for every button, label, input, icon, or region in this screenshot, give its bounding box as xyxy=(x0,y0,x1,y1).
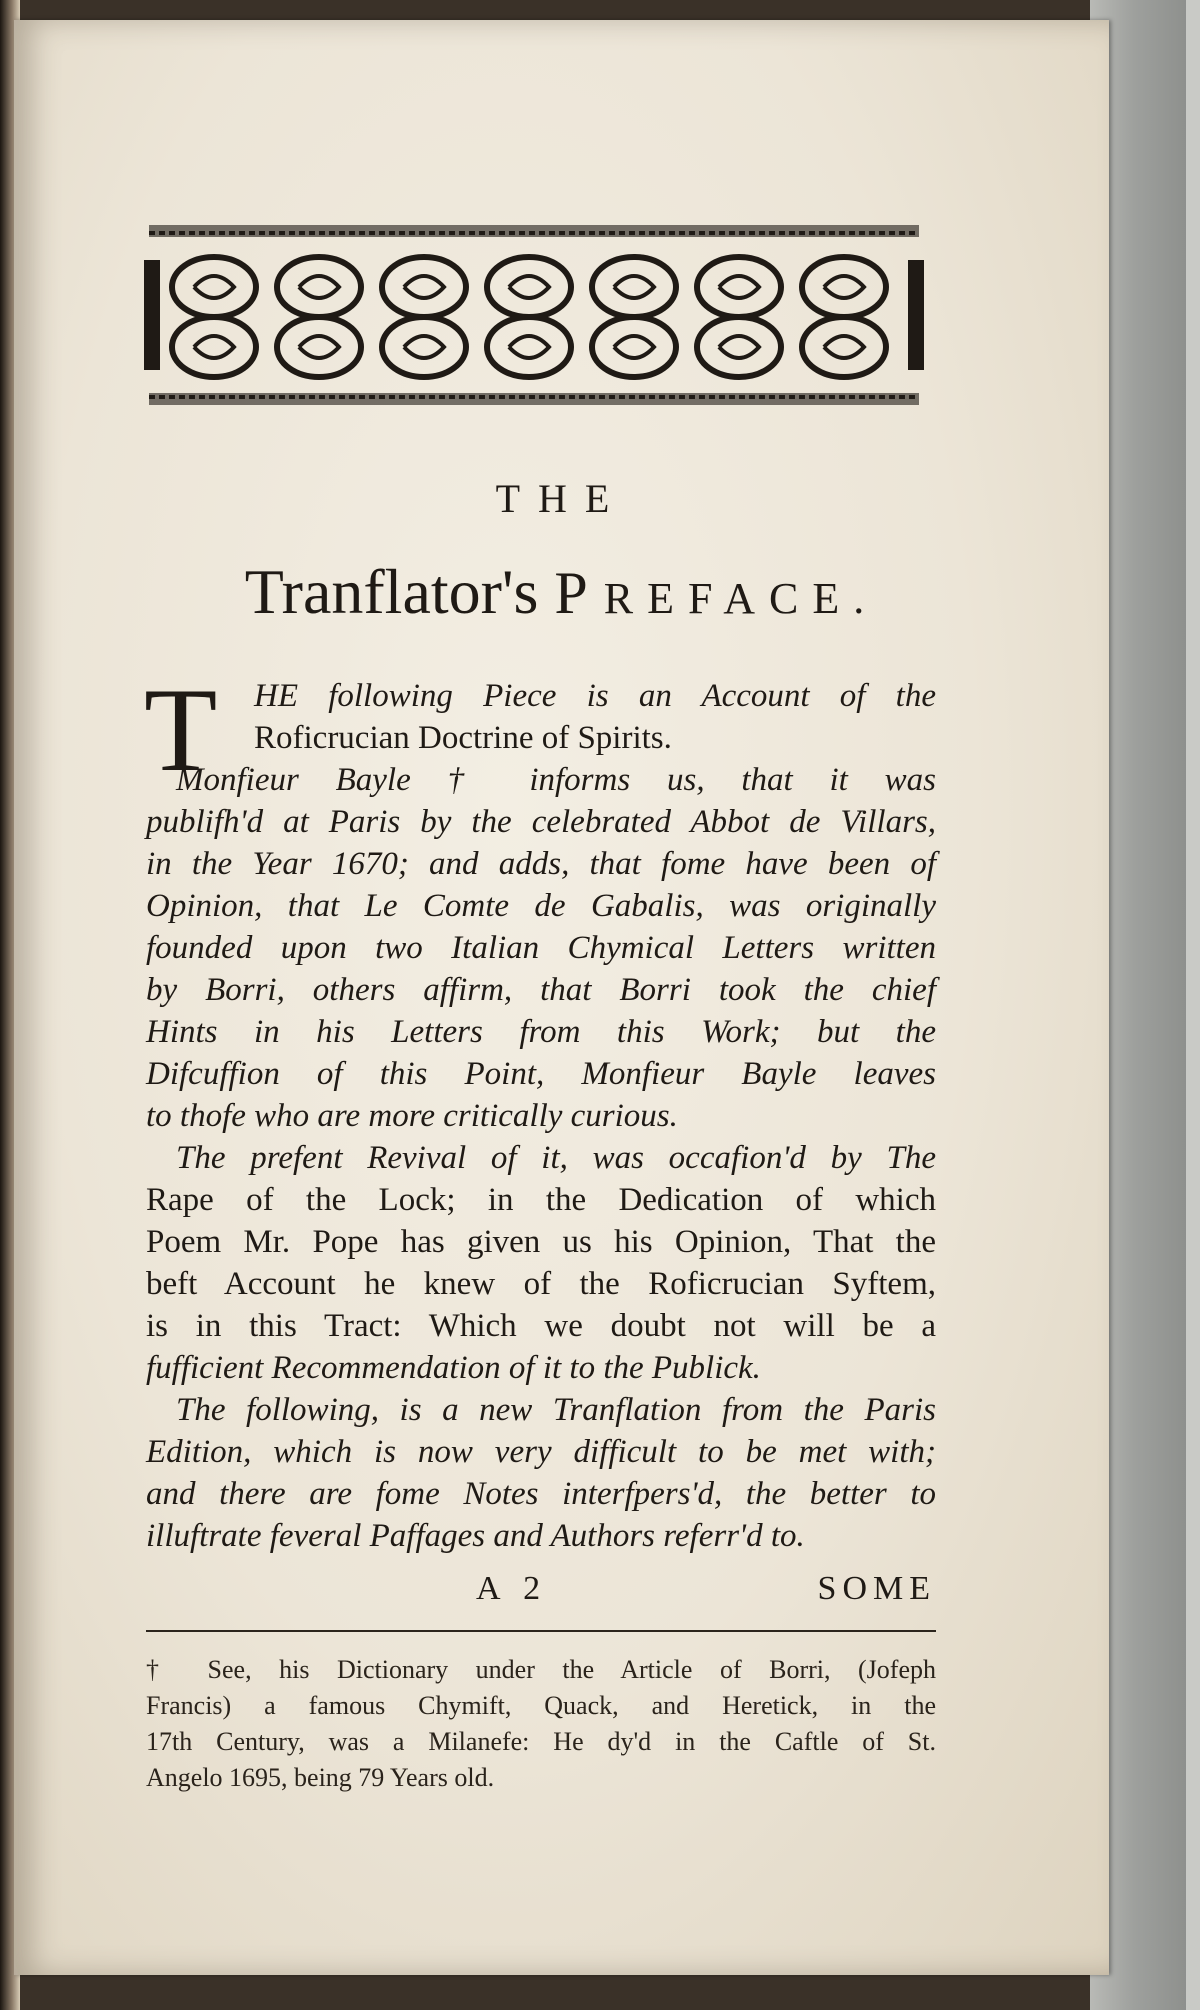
drop-cap: T xyxy=(144,663,218,796)
text-line: The prefent Revival of it, was occafion'd by The xyxy=(176,1140,936,1176)
text-line: beft Account he knew of the Roficrucian Syftem, xyxy=(146,1266,936,1302)
text-line: fufficient Recommendation of it to the Publick. xyxy=(146,1350,761,1386)
ornamental-headpiece xyxy=(144,215,924,415)
text-line: illuftrate feveral Paffages and Authors referr'd to. xyxy=(146,1518,805,1554)
footnote-line: Francis) a famous Chymift, Quack, and Heretick, in the xyxy=(146,1691,936,1720)
title-the: THE xyxy=(495,476,628,521)
footnote-line: 17th Century, was a Milanefe: He dy'd in the Caftle of St. xyxy=(146,1727,936,1756)
text-line: Poem Mr. Pope has given us his Opinion, That the xyxy=(146,1224,936,1260)
text-line: to thofe who are more critically curious. xyxy=(146,1098,678,1134)
footnote-line: † See, his Dictionary under the Article of Borri, (Jofeph xyxy=(146,1655,936,1684)
text-line: Difcuffion of this Point, Monfieur Bayle leaves xyxy=(146,1056,936,1092)
text-line: Edition, which is now very difficult to be met with; xyxy=(146,1434,936,1470)
text-line: founded upon two Italian Chymical Letters written xyxy=(146,930,936,966)
text-line: in the Year 1670; and adds, that fome have been of xyxy=(146,846,936,882)
signature-mark: A 2 xyxy=(476,1570,549,1607)
text-line: is in this Tract: Which we doubt not will be a xyxy=(146,1308,936,1344)
text-line: by Borri, others affirm, that Borri took the chief xyxy=(146,972,936,1008)
book-page xyxy=(14,20,1109,1975)
text-line: publifh'd at Paris by the celebrated Abbot de Villars, xyxy=(146,804,936,840)
title-translator: Tranflator's xyxy=(244,556,539,627)
title-preface-initial: P xyxy=(554,560,604,626)
text-line: Roficrucian Doctrine of Spirits. xyxy=(254,720,672,756)
text-line: Monfieur Bayle † informs us, that it was xyxy=(176,762,936,798)
text-line: Rape of the Lock; in the Dedication of which xyxy=(146,1182,936,1218)
text-line: Opinion, that Le Comte de Gabalis, was originally xyxy=(146,888,936,924)
text-line: The following, is a new Tranflation from the Paris xyxy=(176,1392,936,1428)
catchline xyxy=(146,1570,936,1614)
text-line: HE following Piece is an Account of the xyxy=(254,678,936,714)
footnote-rule xyxy=(146,1630,936,1632)
catchword: SOME xyxy=(817,1570,936,1607)
page-title xyxy=(14,555,1109,629)
text-line: and there are fome Notes interfpers'd, the better to xyxy=(146,1476,936,1512)
footnote-line: Angelo 1695, being 79 Years old. xyxy=(146,1763,495,1792)
text-line: Hints in his Letters from this Work; but the xyxy=(146,1014,936,1050)
cover-edge xyxy=(1186,0,1200,2010)
title-preface-rest: REFACE. xyxy=(603,574,879,623)
